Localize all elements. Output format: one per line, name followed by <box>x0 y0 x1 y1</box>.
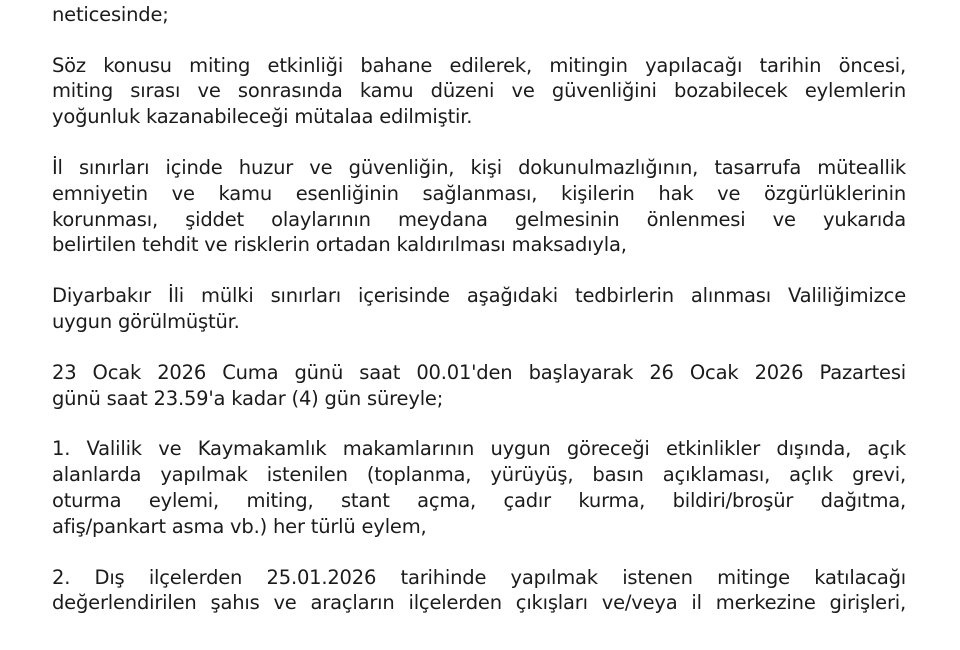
text-line: günü saat 23.59'a kadar (4) gün süreyle; <box>52 386 444 410</box>
text-line: İl sınırları içinde huzur ve güvenliğin, kişi dokunulmazlığının, tasarrufa müteallik <box>52 155 906 179</box>
document-page <box>52 0 906 641</box>
text-line: belirtilen tehdit ve risklerin ortadan kaldırılması maksadıyla, <box>52 233 627 257</box>
paragraph-assessment <box>52 53 906 130</box>
text-line: 23 Ocak 2026 Cuma günü saat 00.01'den başlayarak 26 Ocak 2026 Pazartesi <box>52 360 906 384</box>
paragraph-intro-continuation <box>52 0 906 28</box>
text-line: Söz konusu miting etkinliği bahane edilerek, mitingin yapılacağı tarihin öncesi, <box>52 53 906 77</box>
text-line <box>52 0 906 2</box>
text-line: uygun görülmüştür. <box>52 309 240 333</box>
text-line: korunması, şiddet olaylarının meydana gelmesinin önlenmesi ve yukarıda <box>52 207 906 231</box>
text-line: emniyetin ve kamu esenliğinin sağlanması, kişilerin hak ve özgürlüklerinin <box>52 181 906 205</box>
text-line: miting sırası ve sonrasında kamu düzeni ve güvenliğini bozabilecek eylemlerin <box>52 79 906 103</box>
text-line: alanlarda yapılmak istenilen (toplanma, yürüyüş, basın açıklaması, açlık grevi, <box>52 463 906 487</box>
text-line: 2. Dış ilçelerden 25.01.2026 tarihinde yapılmak istenen mitinge katılacağı <box>52 565 906 589</box>
paragraph-decision <box>52 283 906 335</box>
text-line: 1. Valilik ve Kaymakamlık makamlarının uygun göreceği etkinlikler dışında, açık <box>52 437 906 461</box>
text-line: yoğunluk kazanabileceği mütalaa edilmiştir. <box>52 105 473 129</box>
paragraph-duration <box>52 360 906 412</box>
text-line: oturma eylemi, miting, stant açma, çadır kurma, bildiri/broşür dağıtma, <box>52 488 906 512</box>
text-line: değerlendirilen şahıs ve araçların ilçelerden çıkışları ve/veya il merkezine girişleri, <box>52 591 906 615</box>
paragraph-purpose <box>52 155 906 258</box>
text-line: neticesinde; <box>52 2 169 26</box>
text-line: afiş/pankart asma vb.) her türlü eylem, <box>52 514 427 538</box>
list-item-1 <box>52 436 906 539</box>
text-line: Diyarbakır İli mülki sınırları içerisinde aşağıdaki tedbirlerin alınması Valiliğimizce <box>52 284 906 308</box>
list-item-2 <box>52 565 906 617</box>
